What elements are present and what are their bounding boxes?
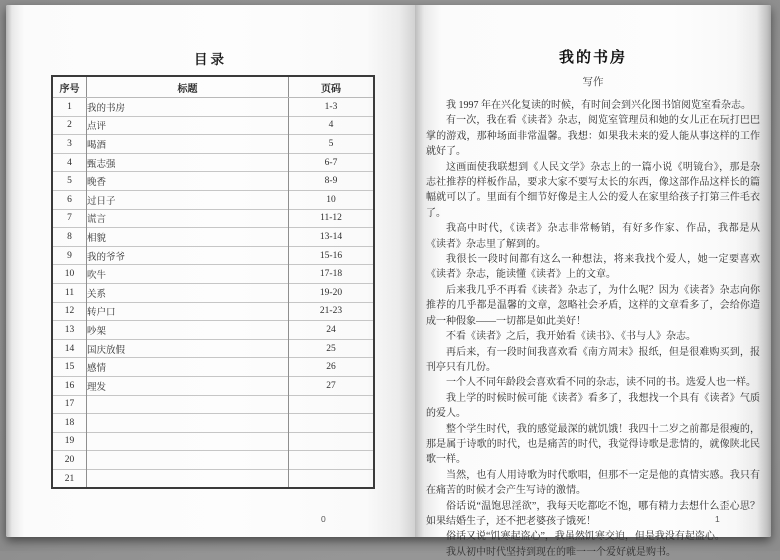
toc-cell-title <box>87 395 289 414</box>
essay <box>426 46 760 560</box>
toc-cell-title: 点评 <box>87 116 289 135</box>
toc-cell-pages: 13-14 <box>289 228 375 247</box>
essay-paragraph: 再后来，有一段时间我喜欢看《南方周末》报纸，但是很难购买到，报刊亭只有几份。 <box>426 346 760 373</box>
toc-row <box>52 265 374 284</box>
toc-cell-no: 5 <box>52 172 87 191</box>
toc-row <box>52 469 374 488</box>
toc-cell-title: 我的爷爷 <box>87 246 289 265</box>
toc-page-title: 目录 <box>194 52 227 67</box>
toc-cell-title: 吵架 <box>87 321 289 340</box>
toc-cell-pages <box>289 469 375 488</box>
toc-cell-title: 晚香 <box>87 172 289 191</box>
toc-table <box>51 75 375 489</box>
toc-cell-pages <box>289 395 375 414</box>
toc-row <box>52 432 374 451</box>
page-left-toc <box>6 5 415 537</box>
toc-cell-title: 过日子 <box>87 190 289 209</box>
toc-cell-no: 14 <box>52 339 87 358</box>
essay-paragraph: 后来我几乎不再看《读者》杂志了，为什么呢？因为《读者》杂志向你推荐的几乎都是温馨的文章，忽略社会矛盾，这样的文章看多了，会给你造成一种假象——一切都是如此美好！ <box>426 284 760 327</box>
toc-cell-no: 11 <box>52 283 87 302</box>
toc-row <box>52 321 374 340</box>
toc-cell-no: 15 <box>52 358 87 377</box>
toc-cell-title: 甄志强 <box>87 153 289 172</box>
toc-cell-pages: 1-3 <box>289 98 375 117</box>
essay-paragraph: 我从初中时代坚持到现在的唯一一个爱好就是购书。 <box>446 546 676 558</box>
toc-cell-no: 8 <box>52 228 87 247</box>
toc-row <box>52 451 374 470</box>
toc-cell-no: 20 <box>52 451 87 470</box>
toc-cell-no: 13 <box>52 321 87 340</box>
toc-cell-title: 理发 <box>87 376 289 395</box>
toc-cell-pages <box>289 414 375 433</box>
toc-cell-no: 16 <box>52 376 87 395</box>
toc-cell-no: 3 <box>52 135 87 154</box>
toc-cell-title: 转户口 <box>87 302 289 321</box>
toc-row <box>52 339 374 358</box>
page-right-essay <box>415 5 771 558</box>
toc-cell-no: 4 <box>52 153 87 172</box>
toc-cell-pages: 24 <box>289 321 375 340</box>
essay-paragraph: 不看《读者》之后，我开始看《读书》、《书与人》杂志。 <box>446 331 696 343</box>
toc-cell-title <box>87 414 289 433</box>
toc-cell-title <box>87 451 289 470</box>
toc-cell-title: 我的书房 <box>87 98 289 117</box>
toc-row <box>52 228 374 247</box>
toc-row <box>52 116 374 135</box>
toc-cell-title: 感情 <box>87 358 289 377</box>
essay-paragraph: 俗话说“温饱思淫欲”，我每天吃都吃不饱，哪有精力去想什么歪心思？如果结婚生子，还不把老婆孩子饿死！ <box>426 500 760 527</box>
book-spread <box>6 5 771 558</box>
toc-row <box>52 283 374 302</box>
toc-cell-pages: 26 <box>289 358 375 377</box>
essay-paragraph: 我上学的时候时候可能《读者》看多了，我想找一个具有《读者》气质的爱人。 <box>426 392 760 420</box>
toc-cell-pages: 15-16 <box>289 246 375 265</box>
toc-cell-title: 国庆放假 <box>87 339 289 358</box>
toc-cell-no: 6 <box>52 190 87 209</box>
toc-cell-pages: 11-12 <box>289 209 375 228</box>
toc-cell-no: 18 <box>52 414 87 433</box>
toc-cell-pages: 27 <box>289 376 375 395</box>
toc-cell-pages: 8-9 <box>289 172 375 191</box>
toc-row <box>52 395 374 414</box>
toc-cell-no: 10 <box>52 265 87 284</box>
toc-cell-title <box>87 469 289 488</box>
essay-paragraph: 有一次，我在看《读者》杂志，阅览室管理员和她的女儿正在玩打巴巴掌的游戏，那种场面非常温馨。我想：如果我未来的爱人能从事这样的工作就好了。 <box>426 115 760 158</box>
toc-cell-no: 19 <box>52 432 87 451</box>
toc-row <box>52 246 374 265</box>
toc-row <box>52 414 374 433</box>
toc-header-no: 序号 <box>52 76 87 98</box>
toc-row <box>52 172 374 191</box>
toc-cell-pages <box>289 451 375 470</box>
toc-row <box>52 98 374 117</box>
toc-cell-no: 12 <box>52 302 87 321</box>
page-number-left: 0 <box>321 514 326 524</box>
toc-cell-no: 1 <box>52 98 87 117</box>
essay-paragraph: 整个学生时代，我的感觉最深的就饥饿！我四十二岁之前都是很瘦的，那是属于诗歌的时代，也是痛苦的时代，我觉得诗歌是悲情的，就像陕北民歌一样。 <box>426 423 760 466</box>
toc-cell-no: 9 <box>52 246 87 265</box>
essay-body <box>426 98 760 560</box>
toc-row <box>52 135 374 154</box>
toc-cell-no: 7 <box>52 209 87 228</box>
toc-cell-pages: 17-18 <box>289 265 375 284</box>
toc-row <box>52 153 374 172</box>
toc-cell-no: 17 <box>52 395 87 414</box>
toc-cell-title: 关系 <box>87 283 289 302</box>
essay-paragraph: 一个人不同年龄段会喜欢看不同的杂志，读不同的书。选爱人也一样。 <box>446 377 756 389</box>
toc-header-row <box>52 76 374 98</box>
toc-row <box>52 209 374 228</box>
toc-cell-no: 2 <box>52 116 87 135</box>
toc-cell-title: 喝酒 <box>87 135 289 154</box>
toc-cell-pages: 19-20 <box>289 283 375 302</box>
toc-cell-title: 相貌 <box>87 228 289 247</box>
essay-paragraph: 我高中时代，《读者》杂志非常畅销，有好多作家、作品，我都是从《读者》杂志里了解到的。 <box>426 223 760 250</box>
toc-cell-no: 21 <box>52 469 87 488</box>
toc-cell-pages: 4 <box>289 116 375 135</box>
toc-cell-pages: 10 <box>289 190 375 209</box>
toc-cell-title: 吹牛 <box>87 265 289 284</box>
essay-paragraph: 我很长一段时间都有这么一种想法，将来我找个爱人，她一定要喜欢《读者》杂志，能读懂《读者》上的文章。 <box>426 254 760 281</box>
toc-row <box>52 376 374 395</box>
toc-header-title: 标题 <box>87 76 289 98</box>
essay-paragraph: 当然，也有人用诗歌为时代歌唱，但那不一定是他的真情实感。我只有在痛苦的时候才会产生写诗的激情。 <box>426 469 760 497</box>
essay-paragraph: 这画面使我联想到《人民文学》杂志上的一篇小说《明镜台》，那是杂志社推荐的样板作品，要求大家不要写太长的东西，像这部作品这样长的篇幅就可以了。里面有个细节好像是主人公的爱人在家里给孩子打第三件毛衣了。 <box>426 161 760 219</box>
toc-row <box>52 302 374 321</box>
toc-cell-title: 谎言 <box>87 209 289 228</box>
toc-row <box>52 358 374 377</box>
toc-cell-title <box>87 432 289 451</box>
toc-cell-pages: 21-23 <box>289 302 375 321</box>
essay-title: 我的书房 <box>558 50 627 66</box>
essay-subtitle: 写作 <box>582 77 604 88</box>
essay-paragraph: 俗话又说“饥寒起盗心”，我虽然饥寒交迫，但是我没有起盗心。 <box>446 531 725 543</box>
toc-cell-pages: 5 <box>289 135 375 154</box>
toc-cell-pages: 6-7 <box>289 153 375 172</box>
toc-cell-pages: 25 <box>289 339 375 358</box>
essay-paragraph: 我 1997 年在兴化复读的时候，有时间会到兴化图书馆阅览室看杂志。 <box>446 100 751 111</box>
toc-cell-pages <box>289 432 375 451</box>
toc-header-pages: 页码 <box>289 76 375 98</box>
toc-row <box>52 190 374 209</box>
page-number-right: 1 <box>715 514 720 524</box>
